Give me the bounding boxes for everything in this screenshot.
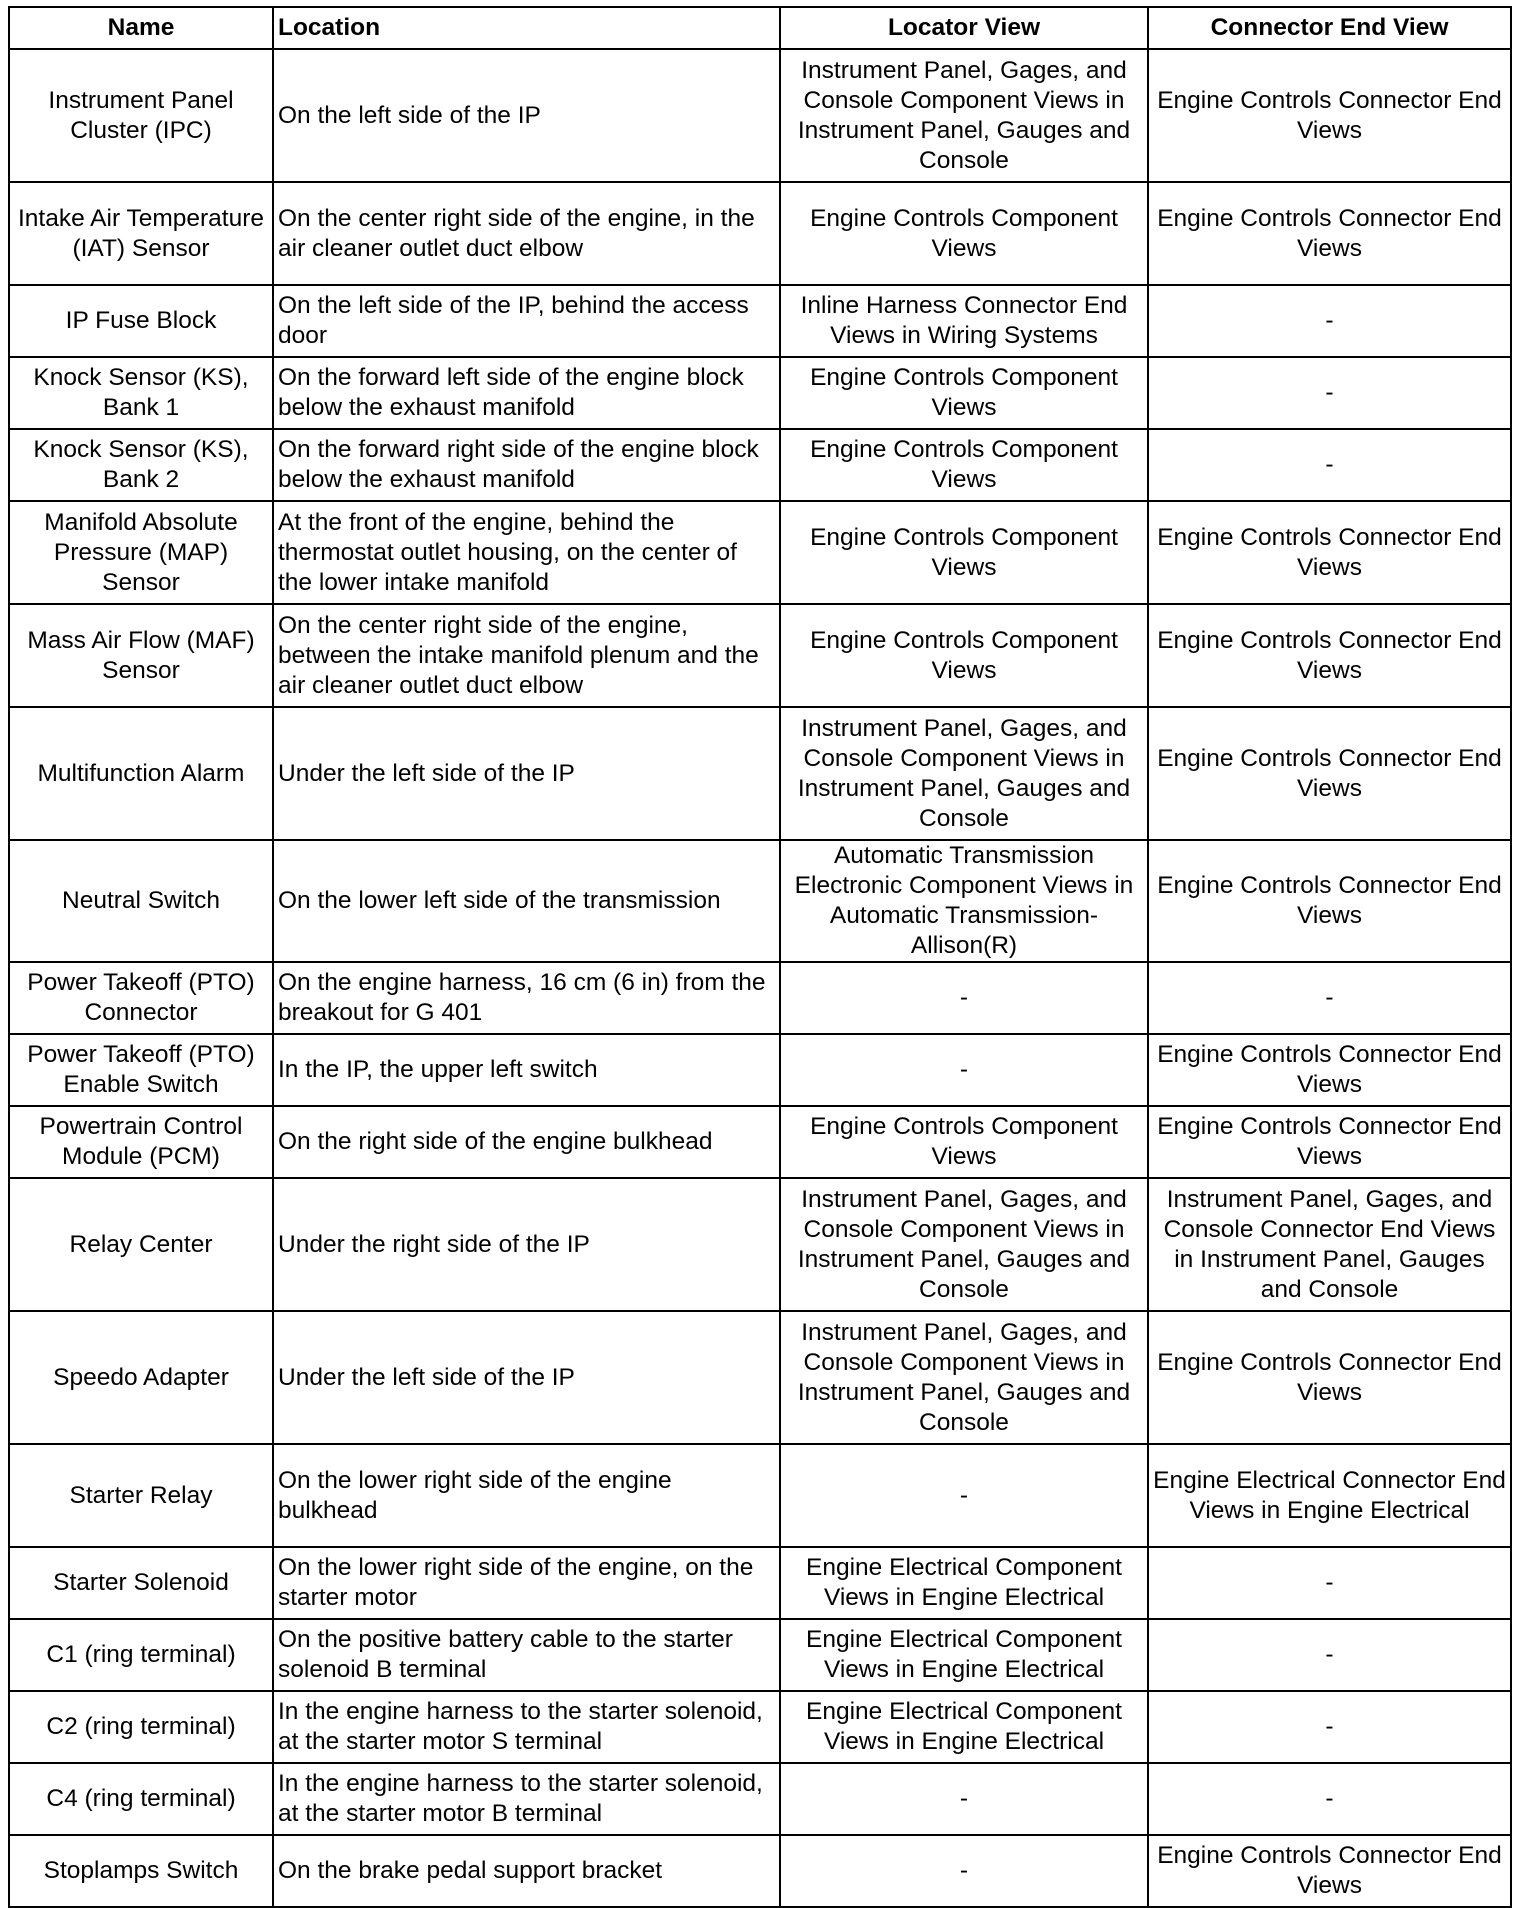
cell-location: In the IP, the upper left switch: [273, 1034, 780, 1106]
table-row: [9, 604, 1511, 707]
cell-locator-view: -: [780, 1835, 1148, 1907]
cell-location: On the brake pedal support bracket: [273, 1835, 780, 1907]
cell-location: On the positive battery cable to the starter solenoid B terminal: [273, 1619, 780, 1691]
table-row: [9, 429, 1511, 501]
table-row: [9, 962, 1511, 1034]
table-row: [9, 1763, 1511, 1835]
cell-locator-view: Engine Controls Component Views: [780, 429, 1148, 501]
cell-location: At the front of the engine, behind the thermostat outlet housing, on the center of the lower intake manifold: [273, 501, 780, 604]
cell-name: Neutral Switch: [9, 840, 273, 962]
table-row: [9, 707, 1511, 840]
table-row: [9, 49, 1511, 182]
cell-location: On the lower left side of the transmission: [273, 840, 780, 962]
cell-connector-end-view: Instrument Panel, Gages, and Console Connector End Views in Instrument Panel, Gauges and Console: [1148, 1178, 1511, 1311]
cell-locator-view: Engine Controls Component Views: [780, 357, 1148, 429]
cell-location: On the forward right side of the engine block below the exhaust manifold: [273, 429, 780, 501]
cell-locator-view: Engine Electrical Component Views in Engine Electrical: [780, 1547, 1148, 1619]
header-row: [9, 7, 1511, 49]
table-row: [9, 1311, 1511, 1444]
cell-name: Instrument Panel Cluster (IPC): [9, 49, 273, 182]
cell-locator-view: -: [780, 1444, 1148, 1547]
cell-locator-view: Engine Controls Component Views: [780, 1106, 1148, 1178]
cell-name: Intake Air Temperature (IAT) Sensor: [9, 182, 273, 285]
cell-name: Relay Center: [9, 1178, 273, 1311]
cell-location: In the engine harness to the starter solenoid, at the starter motor B terminal: [273, 1763, 780, 1835]
cell-name: Powertrain Control Module (PCM): [9, 1106, 273, 1178]
table-row: [9, 1178, 1511, 1311]
cell-location: On the left side of the IP, behind the access door: [273, 285, 780, 357]
cell-name: IP Fuse Block: [9, 285, 273, 357]
cell-locator-view: -: [780, 1763, 1148, 1835]
component-locator-table: [8, 6, 1512, 1908]
cell-locator-view: Engine Controls Component Views: [780, 182, 1148, 285]
table-row: [9, 182, 1511, 285]
cell-location: Under the left side of the IP: [273, 707, 780, 840]
cell-locator-view: Instrument Panel, Gages, and Console Component Views in Instrument Panel, Gauges and Console: [780, 1311, 1148, 1444]
cell-locator-view: Instrument Panel, Gages, and Console Component Views in Instrument Panel, Gauges and Console: [780, 49, 1148, 182]
cell-connector-end-view: Engine Controls Connector End Views: [1148, 501, 1511, 604]
cell-name: Starter Relay: [9, 1444, 273, 1547]
cell-connector-end-view: Engine Controls Connector End Views: [1148, 840, 1511, 962]
cell-location: On the center right side of the engine, in the air cleaner outlet duct elbow: [273, 182, 780, 285]
cell-locator-view: -: [780, 1034, 1148, 1106]
cell-name: Speedo Adapter: [9, 1311, 273, 1444]
header-location: Location: [273, 7, 780, 49]
cell-connector-end-view: -: [1148, 357, 1511, 429]
cell-name: Stoplamps Switch: [9, 1835, 273, 1907]
cell-name: Power Takeoff (PTO) Connector: [9, 962, 273, 1034]
cell-connector-end-view: Engine Electrical Connector End Views in Engine Electrical: [1148, 1444, 1511, 1547]
cell-name: Multifunction Alarm: [9, 707, 273, 840]
cell-location: On the forward left side of the engine block below the exhaust manifold: [273, 357, 780, 429]
cell-name: Starter Solenoid: [9, 1547, 273, 1619]
table-row: [9, 1835, 1511, 1907]
table-row: [9, 1619, 1511, 1691]
cell-connector-end-view: -: [1148, 1691, 1511, 1763]
cell-connector-end-view: Engine Controls Connector End Views: [1148, 1106, 1511, 1178]
cell-locator-view: Inline Harness Connector End Views in Wiring Systems: [780, 285, 1148, 357]
cell-connector-end-view: Engine Controls Connector End Views: [1148, 604, 1511, 707]
table-row: [9, 1691, 1511, 1763]
table-row: [9, 285, 1511, 357]
cell-locator-view: Engine Controls Component Views: [780, 501, 1148, 604]
cell-locator-view: Engine Electrical Component Views in Engine Electrical: [780, 1619, 1148, 1691]
cell-connector-end-view: Engine Controls Connector End Views: [1148, 49, 1511, 182]
cell-location: On the center right side of the engine, between the intake manifold plenum and the air cleaner outlet duct elbow: [273, 604, 780, 707]
cell-connector-end-view: -: [1148, 1763, 1511, 1835]
cell-locator-view: Engine Electrical Component Views in Engine Electrical: [780, 1691, 1148, 1763]
table-row: [9, 1034, 1511, 1106]
cell-name: Mass Air Flow (MAF) Sensor: [9, 604, 273, 707]
header-name: Name: [9, 7, 273, 49]
cell-connector-end-view: Engine Controls Connector End Views: [1148, 1835, 1511, 1907]
cell-name: Knock Sensor (KS), Bank 2: [9, 429, 273, 501]
table-row: [9, 357, 1511, 429]
cell-connector-end-view: -: [1148, 962, 1511, 1034]
cell-connector-end-view: -: [1148, 1619, 1511, 1691]
table-row: [9, 1547, 1511, 1619]
cell-locator-view: Instrument Panel, Gages, and Console Component Views in Instrument Panel, Gauges and Console: [780, 1178, 1148, 1311]
table-row: [9, 501, 1511, 604]
cell-location: On the lower right side of the engine, on the starter motor: [273, 1547, 780, 1619]
cell-location: On the left side of the IP: [273, 49, 780, 182]
cell-connector-end-view: Engine Controls Connector End Views: [1148, 1034, 1511, 1106]
header-locator-view: Locator View: [780, 7, 1148, 49]
cell-connector-end-view: -: [1148, 1547, 1511, 1619]
cell-location: On the engine harness, 16 cm (6 in) from the breakout for G 401: [273, 962, 780, 1034]
cell-location: Under the right side of the IP: [273, 1178, 780, 1311]
cell-locator-view: Automatic Transmission Electronic Component Views in Automatic Transmission-Allison(R): [780, 840, 1148, 962]
cell-connector-end-view: Engine Controls Connector End Views: [1148, 707, 1511, 840]
cell-connector-end-view: -: [1148, 285, 1511, 357]
table-row: [9, 840, 1511, 962]
cell-name: Knock Sensor (KS), Bank 1: [9, 357, 273, 429]
cell-locator-view: Instrument Panel, Gages, and Console Component Views in Instrument Panel, Gauges and Console: [780, 707, 1148, 840]
cell-connector-end-view: -: [1148, 429, 1511, 501]
cell-name: C1 (ring terminal): [9, 1619, 273, 1691]
cell-location: Under the left side of the IP: [273, 1311, 780, 1444]
header-connector-end-view: Connector End View: [1148, 7, 1511, 49]
cell-locator-view: -: [780, 962, 1148, 1034]
cell-name: Manifold Absolute Pressure (MAP) Sensor: [9, 501, 273, 604]
cell-name: Power Takeoff (PTO) Enable Switch: [9, 1034, 273, 1106]
cell-name: C2 (ring terminal): [9, 1691, 273, 1763]
cell-name: C4 (ring terminal): [9, 1763, 273, 1835]
cell-location: On the lower right side of the engine bulkhead: [273, 1444, 780, 1547]
cell-locator-view: Engine Controls Component Views: [780, 604, 1148, 707]
table-row: [9, 1444, 1511, 1547]
table-row: [9, 1106, 1511, 1178]
component-locator-sheet: [8, 6, 1510, 1908]
cell-location: On the right side of the engine bulkhead: [273, 1106, 780, 1178]
cell-connector-end-view: Engine Controls Connector End Views: [1148, 182, 1511, 285]
cell-connector-end-view: Engine Controls Connector End Views: [1148, 1311, 1511, 1444]
cell-location: In the engine harness to the starter solenoid, at the starter motor S terminal: [273, 1691, 780, 1763]
